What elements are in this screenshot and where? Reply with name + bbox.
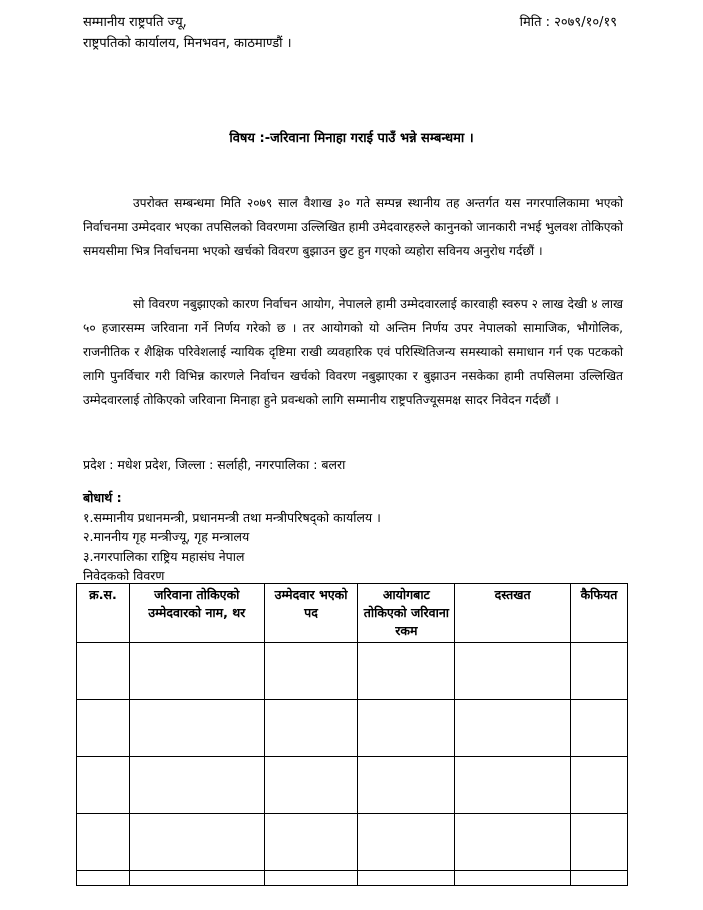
date-line: मिति : २०७९/१०/१९ [519, 15, 617, 30]
table-cell[interactable] [455, 871, 571, 886]
table-cell[interactable] [77, 814, 130, 871]
table-cell[interactable] [264, 643, 358, 700]
table-cell[interactable] [455, 757, 571, 814]
col-header-serial: क्र.स. [77, 584, 130, 643]
table-cell[interactable] [358, 700, 455, 757]
table-cell[interactable] [358, 643, 455, 700]
table-cell[interactable] [129, 814, 264, 871]
table-row [77, 757, 628, 814]
recipient-line-1: सम्मानीय राष्ट्रपति ज्यू, [83, 15, 187, 30]
table-cell[interactable] [77, 757, 130, 814]
cc-item: ३.नगरपालिका राष्ट्रिय महासंघ नेपाल [83, 548, 245, 564]
table-cell[interactable] [129, 871, 264, 886]
table-cell[interactable] [264, 700, 358, 757]
table-cell[interactable] [129, 757, 264, 814]
table-cell[interactable] [77, 643, 130, 700]
table-cell[interactable] [358, 814, 455, 871]
cc-item: २.माननीय गृह मन्त्रीज्यू, गृह मन्त्रालय [83, 529, 250, 544]
table-cell[interactable] [77, 700, 130, 757]
table-header-row [77, 584, 628, 643]
recipient-block [83, 12, 292, 54]
table-row [77, 643, 628, 700]
table-cell[interactable] [77, 871, 130, 886]
cc-title: बोधार्थ : [83, 490, 122, 505]
col-header-remarks: कैफियत [571, 584, 628, 643]
body-paragraph-1: उपरोक्त सम्बन्धमा मिति २०७९ साल वैशाख ३० गते सम्पन्न स्थानीय तह अन्तर्गत यस नगरपालिकामा भएको निर्वाचनमा उम्मेदवार भएका तपसिलको विवरणमा उल्लिखित हामी उमेदवारहरुले कानुनको जानकारी नभई भुलवश तोकिएको समयसीमा भित्र निर्वाचनमा भएको खर्चको विवरण बुझाउन छुट हुन गएको व्यहोरा सविनय अनुरोध गर्दछौं । [83, 196, 623, 258]
location-line: प्रदेश : मधेश प्रदेश, जिल्ला : सर्लाही, नगरपालिका : बलरा [83, 457, 346, 472]
table-cell[interactable] [571, 871, 628, 886]
table-cell[interactable] [571, 643, 628, 700]
table-row [77, 700, 628, 757]
body-paragraph-2: सो विवरण नबुझाएको कारण निर्वाचन आयोग, नेपालले हामी उम्मेदवारलाई कारवाही स्वरुप २ लाख देखी ४ लाख ५० हजारसम्म जरिवाना गर्ने निर्णय गरेको छ । तर आयोगको यो अन्तिम निर्णय उपर नेपालको सामाजिक, भौगोलिक, राजनीतिक र शैक्षिक परिवेशलाई न्यायिक दृष्टिमा राखी व्यवहारिक एवं परिस्थितिजन्य समस्याको समाधान गर्न एक पटकको लागि पुनर्विचार गरी विभिन्न कारणले निर्वाचन खर्चको विवरण नबुझाएका र बुझाउन नसकेका हामी तपसिलमा उल्लिखित उम्मेदवारलाई तोकिएको जरिवाना मिनाहा हुने प्रवन्धको लागि सम्मानीय राष्ट्रपतिज्यूसमक्ष सादर निवेदन गर्दछौं । [83, 297, 623, 407]
table-cell[interactable] [358, 757, 455, 814]
recipient-line-2: राष्ट्रपतिको कार्यालय, मिनभवन, काठमाण्डौं । [83, 36, 292, 51]
table-row [77, 814, 628, 871]
cc-block [83, 488, 381, 586]
table-cell[interactable] [264, 871, 358, 886]
table-cell[interactable] [571, 700, 628, 757]
table-cell[interactable] [571, 757, 628, 814]
table-cell[interactable] [264, 814, 358, 871]
applicant-details-label: निवेदकको विवरण [83, 568, 165, 583]
table-cell[interactable] [455, 643, 571, 700]
subject-heading: विषय :-जरिवाना मिनाहा गराई पाउँ भन्ने सम्बन्धमा । [229, 131, 474, 146]
applicant-table [76, 583, 628, 886]
table-cell[interactable] [455, 700, 571, 757]
col-header-fine-amount: आयोगबाट तोकिएको जरिवाना रकम [358, 584, 455, 643]
table-cell[interactable] [571, 814, 628, 871]
table-cell[interactable] [358, 871, 455, 886]
table-row [77, 871, 628, 886]
table-cell[interactable] [264, 757, 358, 814]
table-cell[interactable] [129, 700, 264, 757]
table-cell[interactable] [129, 643, 264, 700]
cc-item: १.सम्मानीय प्रधानमन्त्री, प्रधानमन्त्री तथा मन्त्रीपरिषद्को कार्यालय । [83, 509, 381, 525]
col-header-signature: दस्तखत [455, 584, 571, 643]
table-cell[interactable] [455, 814, 571, 871]
col-header-post: उम्मेदवार भएको पद [264, 584, 358, 643]
col-header-candidate-name: जरिवाना तोकिएको उम्मेदवारको नाम, थर [129, 584, 264, 643]
